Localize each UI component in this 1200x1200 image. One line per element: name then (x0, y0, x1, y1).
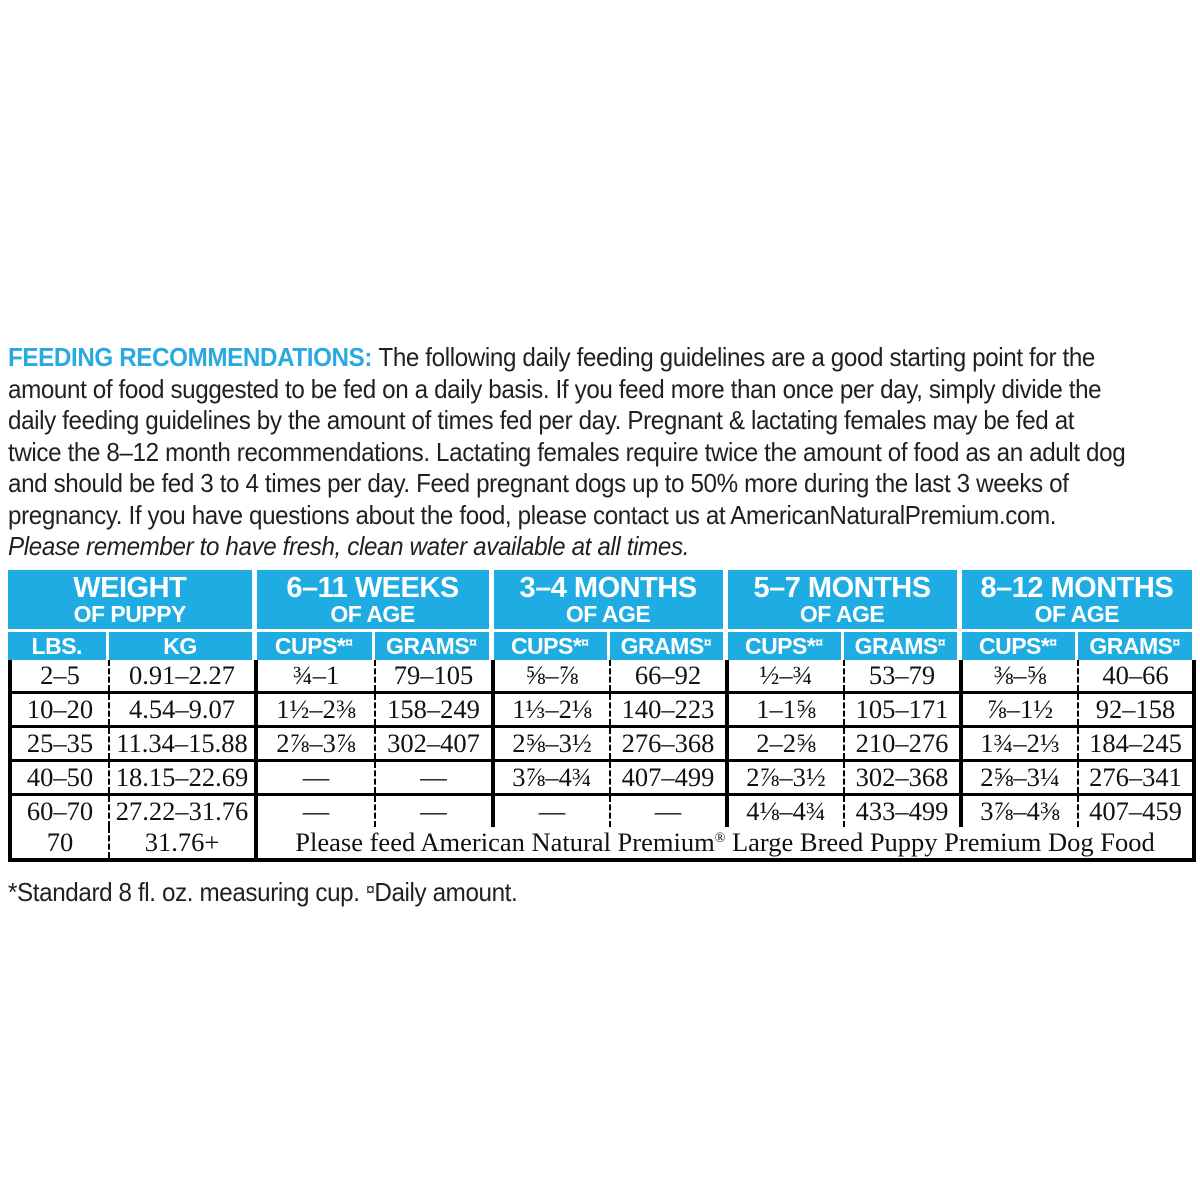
grams-cell: 276–368 (610, 727, 727, 761)
cups-cell: 1⅓–2⅛ (493, 693, 610, 727)
sub-header-cups: CUPS*¤ (254, 631, 373, 661)
cups-cell: ⅝–⅞ (493, 660, 610, 693)
large-breed-note-cell: Please feed American Natural Premium® Large Breed Puppy Premium Dog Food (256, 827, 1194, 860)
weight-kg-cell: 27.22–31.76 (109, 795, 256, 828)
grams-cell: 276–341 (1078, 761, 1194, 795)
group-header-5-7-months (725, 570, 959, 631)
cups-cell: ⅜–⅝ (961, 660, 1078, 693)
cups-cell: 4⅛–4¾ (727, 795, 844, 828)
group-header-line1: WEIGHT (73, 572, 187, 604)
grams-cell: — (375, 795, 493, 828)
feeding-table (8, 570, 1192, 862)
feeding-recommendations-paragraph (8, 342, 1133, 563)
group-header-line2: OF AGE (565, 601, 651, 627)
cups-cell: 3⅞–4⅜ (961, 795, 1078, 828)
cups-cell: ⅞–1½ (961, 693, 1078, 727)
table-row (10, 727, 1194, 761)
sub-header-row (8, 631, 1192, 661)
grams-cell: — (375, 761, 493, 795)
group-header-line1: 3–4 MONTHS (519, 572, 697, 604)
grams-cell: 184–245 (1078, 727, 1194, 761)
group-header-line2: OF PUPPY (73, 601, 186, 627)
sub-header-cups: CUPS*¤ (959, 631, 1076, 661)
weight-kg-cell: 0.91–2.27 (109, 660, 256, 693)
feeding-recommendations-body: The following daily feeding guidelines are a good starting point for the amount of food suggested to be fed on a daily basis. If you feed more than once per day, simply divide the daily feeding guidelines by the amount of times fed per day. Pregnant & lactating females may be fed at twice the 8–12 month recommendations. Lactating females require twice the amount of food as an adult dog and should be fed 3 to 4 times per day. Feed pregnant dogs up to 50% more during the last 3 weeks of pregnancy. If you have questions about the food, please contact us at AmericanNaturalPremium.com. (8, 342, 1126, 530)
weight-kg-cell: 11.34–15.88 (109, 727, 256, 761)
cups-cell: 1½–2⅜ (256, 693, 375, 727)
grams-cell: 302–368 (844, 761, 961, 795)
cups-cell: 2⅝–3½ (493, 727, 610, 761)
sub-header-cups: CUPS*¤ (491, 631, 608, 661)
grams-cell: 92–158 (1078, 693, 1194, 727)
currency-sign-footnote-marker: ¤ (365, 880, 375, 899)
group-header-row (8, 570, 1192, 631)
cups-cell: 3⅞–4¾ (493, 761, 610, 795)
grams-cell: 140–223 (610, 693, 727, 727)
group-header-6-11-weeks (254, 570, 491, 631)
grams-cell: 40–66 (1078, 660, 1194, 693)
group-header-line1: 8–12 MONTHS (980, 572, 1174, 604)
grams-cell: 79–105 (375, 660, 493, 693)
cups-cell: 2–2⅝ (727, 727, 844, 761)
cups-cell: 2⅞–3½ (727, 761, 844, 795)
weight-kg-cell: 31.76+ (109, 827, 256, 860)
group-header-line1: 5–7 MONTHS (753, 572, 931, 604)
weight-lbs-cell: 60–70 (10, 795, 109, 828)
cups-cell: ½–¾ (727, 660, 844, 693)
sub-header-grams: GRAMS¤ (842, 631, 959, 661)
feeding-table-header (8, 570, 1192, 660)
fresh-water-note: Please remember to have fresh, clean water available at all times. (8, 531, 690, 561)
sub-header-grams: GRAMS¤ (1076, 631, 1192, 661)
sub-header-kg: KG (107, 631, 254, 661)
cups-cell: 1¾–2⅓ (961, 727, 1078, 761)
group-header-weight (8, 570, 254, 631)
cups-cell: 2⅝–3¼ (961, 761, 1078, 795)
table-row-large-breed (10, 827, 1194, 860)
group-header-line2: OF AGE (1034, 601, 1119, 627)
group-header-line1: 6–11 WEEKS (286, 572, 459, 604)
registered-trademark-symbol: ® (714, 831, 726, 846)
weight-lbs-cell: 70 (46, 827, 74, 857)
group-header-line2: OF AGE (330, 601, 415, 627)
weight-lbs-cell: 40–50 (10, 761, 109, 795)
grams-cell: 105–171 (844, 693, 961, 727)
cups-cell: — (256, 761, 375, 795)
cups-cell: — (493, 795, 610, 828)
cups-cell: 2⅞–3⅞ (256, 727, 375, 761)
weight-lbs-cell: 10–20 (10, 693, 109, 727)
table-row (10, 761, 1194, 795)
group-header-8-12-months (959, 570, 1192, 631)
grams-cell: 433–499 (844, 795, 961, 828)
sub-header-grams: GRAMS¤ (373, 631, 491, 661)
cups-cell: — (256, 795, 375, 828)
grams-cell: — (610, 795, 727, 828)
grams-cell: 407–459 (1078, 795, 1194, 828)
table-row (10, 693, 1194, 727)
group-header-line2: OF AGE (799, 601, 885, 627)
cups-cell: ¾–1 (256, 660, 375, 693)
table-row (10, 660, 1194, 693)
group-header-3-4-months (491, 570, 725, 631)
grams-cell: 302–407 (375, 727, 493, 761)
sub-header-cups: CUPS*¤ (725, 631, 842, 661)
grams-cell: 66–92 (610, 660, 727, 693)
weight-kg-cell: 4.54–9.07 (109, 693, 256, 727)
weight-lbs-cell: 2–5 (40, 660, 80, 690)
feeding-recommendations-heading: FEEDING RECOMMENDATIONS: (8, 342, 379, 372)
footnote: *Standard 8 fl. oz. measuring cup. ¤Daily amount. (8, 877, 518, 907)
table-row (10, 795, 1194, 828)
sub-header-lbs: LBS. (8, 631, 107, 661)
grams-cell: 407–499 (610, 761, 727, 795)
grams-cell: 53–79 (844, 660, 961, 693)
feeding-table-body (8, 660, 1196, 862)
weight-lbs-cell: 25–35 (10, 727, 109, 761)
cups-cell: 1–1⅝ (727, 693, 844, 727)
grams-cell: 210–276 (844, 727, 961, 761)
sub-header-grams: GRAMS¤ (608, 631, 725, 661)
weight-kg-cell: 18.15–22.69 (109, 761, 256, 795)
grams-cell: 158–249 (375, 693, 493, 727)
